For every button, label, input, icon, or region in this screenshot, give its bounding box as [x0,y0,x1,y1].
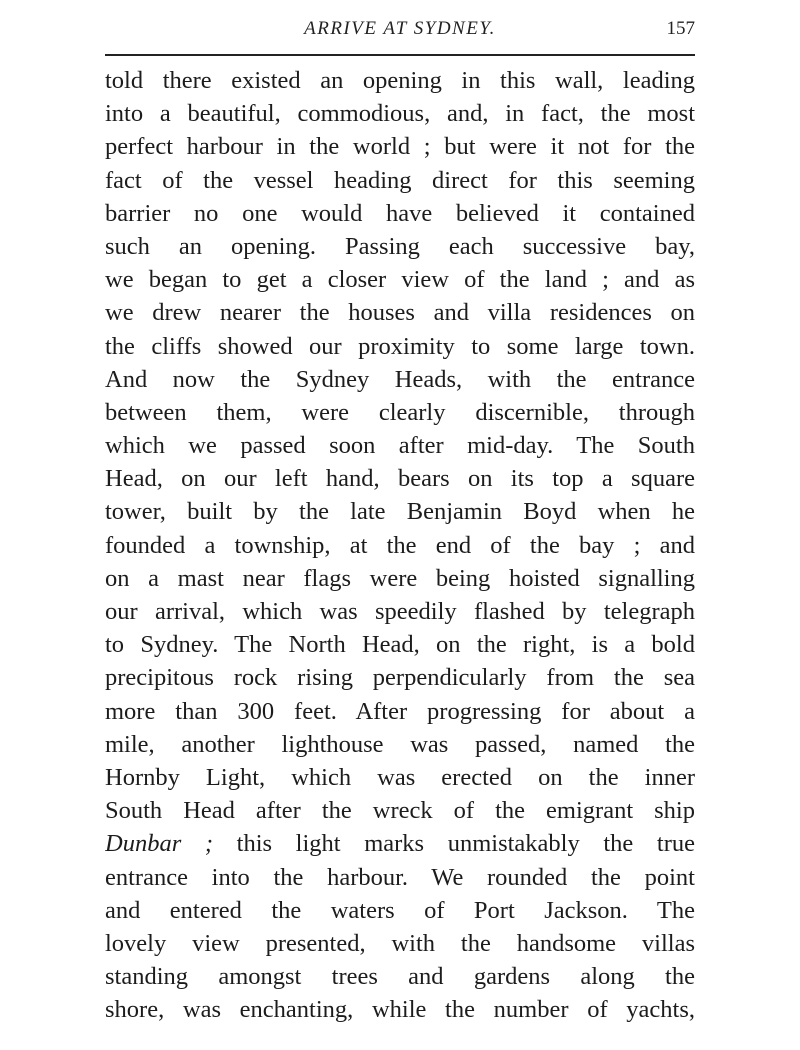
text-line: entrance into the harbour. We rounded the point [105,863,695,891]
text-line: tower, built by the late Benjamin Boyd when he [105,498,695,526]
text-line: we began to get a closer view of the land ; and as [105,266,695,294]
text-line: perfect harbour in the world ; but were it not for the [105,133,695,161]
text-line-remainder: this light marks unmistakably the true [213,830,695,858]
text-line: standing amongst trees and gardens along the [105,963,695,991]
text-line-ship-name [105,827,695,860]
text-line: we drew nearer the houses and villa residences on [105,299,695,327]
text-line: And now the Sydney Heads, with the entrance [105,365,695,393]
text-line: our arrival, which was speedily flashed by telegraph [105,598,695,625]
text-line: South Head after the wreck of the emigrant ship [105,797,695,825]
text-line: on a mast near flags were being hoisted signalling [105,564,695,592]
text-line: founded a township, at the end of the bay ; and [105,531,695,559]
text-line: such an opening. Passing each successive bay, [105,232,695,260]
text-line: shore, was enchanting, while the number of yachts, [105,996,695,1024]
text-line: Hornby Light, which was erected on the inner [105,763,695,791]
text-line: mile, another lighthouse was passed, named the [105,730,695,758]
text-line: Head, on our left hand, bears on its top a square [105,465,695,493]
running-head [105,18,695,48]
header-rule [105,54,695,56]
text-line: which we passed soon after mid-day. The South [105,432,695,460]
text-line: precipitous rock rising perpendicularly from the sea [105,664,695,692]
text-line: the cliffs showed our proximity to some large town. [105,332,695,360]
text-line: fact of the vessel heading direct for this seeming [105,166,695,194]
text-line: to Sydney. The North Head, on the right, is a bold [105,631,695,659]
running-title: ARRIVE AT SYDNEY. [304,18,496,39]
text-line: and entered the waters of Port Jackson. The [105,896,695,924]
text-line: lovely view presented, with the handsome villas [105,929,695,957]
ship-name: Dunbar ; [105,830,214,858]
text-line: told there existed an opening in this wall, leading [105,67,695,94]
text-line: into a beautiful, commodious, and, in fact, the most [105,100,695,128]
page-number: 157 [666,18,695,39]
text-line: more than 300 feet. After progressing for about a [105,697,695,725]
body-text [105,64,695,1026]
text-line: between them, were clearly discernible, through [105,398,695,426]
text-line: barrier no one would have believed it contained [105,199,695,227]
